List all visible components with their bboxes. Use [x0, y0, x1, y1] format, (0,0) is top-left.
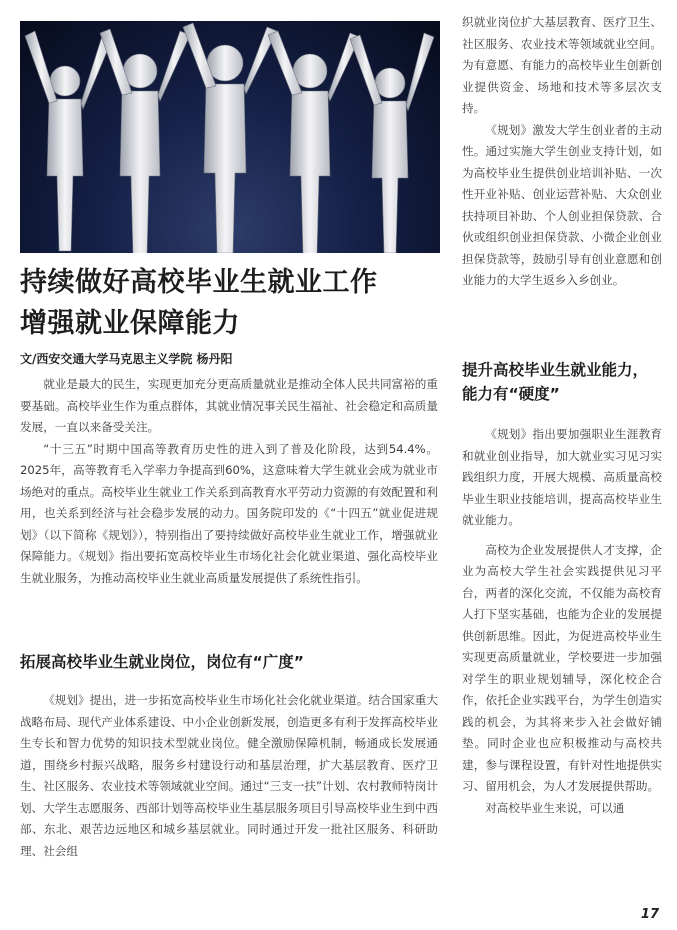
section1-paragraph-1: 《规划》提出，进一步拓宽高校毕业生市场化社会化就业渠道。结合国家重大战略布局、现代产业体系建设、中小企业创新发展，创造更多有利于发挥高校毕业生专长和智力优势的知识技术型就业岗位。健全激励保障机制，畅通成长发展通道，围绕乡村振兴战略，服务乡村建设行动和基层治理，扩大基层教育、医疗卫生、社区服务、农业技术等领域就业空间。通过“三支一扶”计划、农村教师特岗计划、大学生志愿服务、西部计划等高校毕业生基层服务项目引导高校毕业生到中西部、东北、艰苦边远地区和城乡基层就业。同时通过开发一批社区服务、科研助理、社会组 [20, 693, 438, 858]
intro-paragraph-2: “十三五”时期中国高等教育历史性的进入到了普及化阶段，达到54.4%。2025年，高等教育毛入学率力争提高到60%，这意味着大学生就业会成为就业市场绝对的重点。高校毕业生就业工作关系到高教育水平劳动力资源的有效配置和利用，也关系到经济与社会稳步发展的动力。国务院印发的《“十四五”就业促进规划》（以下简称《规划》），特别指出了要持续做好高校毕业生就业工作，增强就业保障能力。《规划》指出要拓宽高校毕业生市场化社会化就业渠道、强化高校毕业生就业服务，为推动高校毕业生就业高质量发展提供了系统性指引。 [20, 441, 438, 585]
right-paragraph-1: 织就业岗位扩大基层教育、医疗卫生、社区服务、农业技术等领域就业空间。为有意愿、有能力的高校毕业生创新创业提供资金、场地和技术等多层次支持。 [462, 15, 662, 115]
people-figures-illustration [20, 21, 440, 253]
intro-paragraph-1: 就业是最大的民生，实现更加充分更高质量就业是推动全体人民共同富裕的重要基础。高校毕业生作为重点群体，其就业情况事关民生福祉、社会稳定和高质量发展，一直以来备受关注。 [20, 377, 438, 434]
author-byline: 文/西安交通大学马克思主义学院 杨丹阳 [20, 352, 233, 366]
section2-heading-wrap [462, 358, 662, 406]
title-line-1: 持续做好高校毕业生就业工作 [20, 267, 378, 298]
section2-heading: 提升高校毕业生就业能力，能力有“硬度” [462, 361, 649, 403]
right-paragraph-5: 对高校毕业生来说，可以通 [485, 800, 625, 815]
right-column-top [462, 12, 662, 292]
right-paragraph-2: 《规划》激发大学生创业者的主动性。通过实施大学生创业支持计划，如为高校毕业生提供创业培训补贴、一次性开业补贴、创业运营补贴、大众创业扶持项目补助、个人创业担保贷款、合伙或组织创业担保贷款、小微企业创业担保贷款等，鼓励引导有创业意愿和创业能力的大学生返乡入乡创业。 [462, 122, 662, 287]
hero-image [20, 21, 440, 253]
article-title [20, 262, 445, 344]
right-paragraph-4: 高校为企业发展提供人才支撑，企业为高校大学生社会实践提供见习平台，两者的深化交流，不仅能为高校育人打下坚实基础，也能为企业的发展提供创新思维。因此，为促进高校毕业生实现更高质量就业，学校要进一步加强对学生的职业规划辅导，深化校企合作，依托企业实践平台，为学生创造实践的机会，为其将来步入社会做好铺垫。同时企业也应积极推动与高校共建，参与课程设置，有针对性地提供实习、留用机会，为人才发展提供帮助。 [462, 542, 662, 793]
right-column-bottom [462, 424, 662, 819]
page-number: 17 [640, 907, 659, 922]
section1-heading-wrap [20, 650, 438, 674]
section1-body [20, 690, 438, 862]
title-line-2: 增强就业保障能力 [20, 308, 240, 339]
intro-column [20, 374, 438, 589]
section1-heading: 拓展高校毕业生就业岗位，岗位有“广度” [20, 653, 304, 671]
right-paragraph-3: 《规划》指出要加强职业生涯教育和就业创业指导，加大就业实习见习实践组织力度，开展大规模、高质量高校毕业生职业技能培训，提高高校毕业生就业能力。 [462, 427, 662, 527]
